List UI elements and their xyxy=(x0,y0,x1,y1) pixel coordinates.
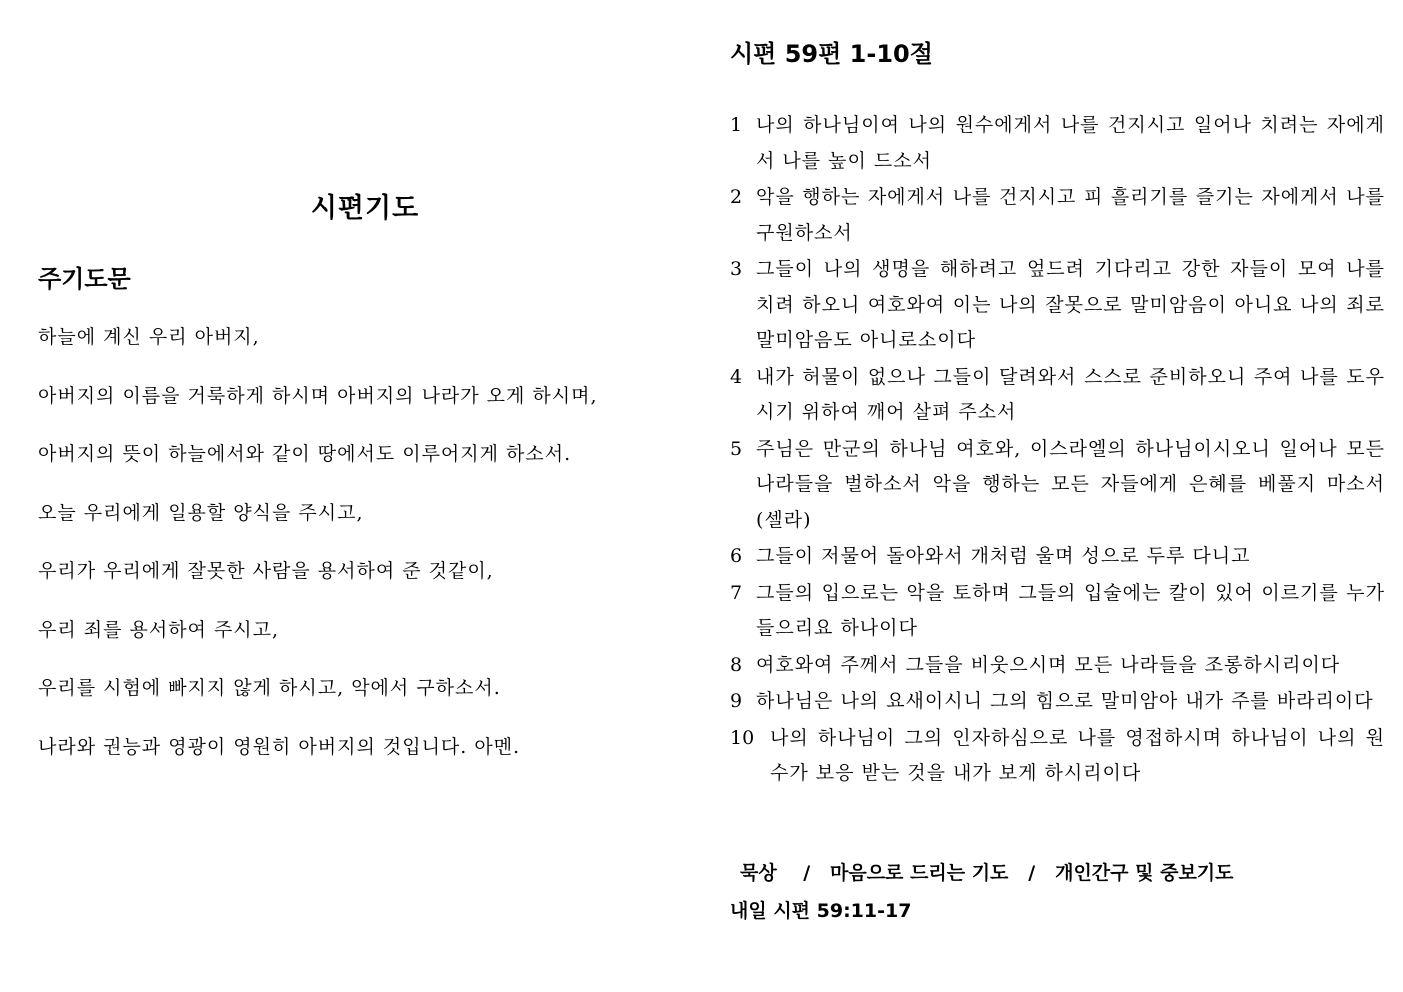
verse-list xyxy=(730,108,1385,793)
verse-item xyxy=(730,108,1385,179)
separator: / xyxy=(803,862,811,884)
verse-number: 1 xyxy=(730,114,743,136)
prayer-line: 아버지의 이름을 거룩하게 하시며 아버지의 나라가 오게 하시며, xyxy=(38,384,598,407)
prayer-line: 아버지의 뜻이 하늘에서와 같이 땅에서도 이루어지게 하소서. xyxy=(38,443,572,465)
verse-text: 그들이 나의 생명을 해하려고 엎드려 기다리고 강한 자들이 모여 나를 치려 하오니 여호와여 이는 나의 잘못으로 말미암음이 아니요 나의 죄로 말미암음도 아니로소이다 xyxy=(756,258,1385,351)
page-title: 시편기도 xyxy=(310,193,420,224)
verse-text: 그들이 저물어 돌아와서 개처럼 울며 성으로 두루 다니고 xyxy=(756,545,1251,567)
intercession-label: 개인간구 및 중보기도 xyxy=(1055,862,1234,884)
verse-text: 하나님은 나의 요새이시니 그의 힘으로 말미암아 내가 주를 바라리이다 xyxy=(756,690,1374,712)
verse-text: 주님은 만군의 하나님 여호와, 이스라엘의 하나님이시오니 일어나 모든 나라들을 벌하소서 악을 행하는 모든 자들에게 은혜를 베풀지 마소서 (셀라) xyxy=(756,437,1385,531)
verse-item xyxy=(730,252,1385,359)
prayer-line: 우리가 우리에게 잘못한 사람을 용서하여 준 것같이, xyxy=(38,560,494,582)
verse-item xyxy=(730,360,1385,431)
separator: / xyxy=(1028,862,1036,884)
verse-text: 나의 하나님이 그의 인자하심으로 나를 영접하시며 하나님이 나의 원수가 보응 받는 것을 내가 보게 하시리이다 xyxy=(770,726,1385,784)
prayer-line: 우리를 시험에 빠지지 않게 하시고, 악에서 구하소서. xyxy=(38,677,501,699)
verse-number: 10 xyxy=(730,726,755,749)
prayer-line: 오늘 우리에게 일용할 양식을 주시고, xyxy=(38,501,364,524)
verse-text: 나의 하나님이여 나의 원수에게서 나를 건지시고 일어나 치려는 자에게서 나를 높이 드소서 xyxy=(756,114,1385,172)
verse-number: 7 xyxy=(730,581,743,604)
lords-prayer-heading: 주기도문 xyxy=(38,265,131,293)
verse-item xyxy=(730,648,1385,684)
verse-text: 여호와여 주께서 그들을 비웃으시며 모든 나라들을 조롱하시리이다 xyxy=(756,653,1341,676)
verse-item xyxy=(730,576,1385,647)
verse-number: 5 xyxy=(730,437,743,460)
tomorrow-reading: 내일 시편 59:11-17 xyxy=(730,900,912,922)
meditation-label: 묵상 xyxy=(740,862,777,884)
left-page xyxy=(0,0,700,992)
verse-text: 내가 허물이 없으나 그들이 달려와서 스스로 준비하오니 주여 나를 도우시기 위하여 깨어 살펴 주소서 xyxy=(756,365,1385,423)
verse-text: 그들의 입으로는 악을 토하며 그들의 입술에는 칼이 있어 이르기를 누가 들으리요 하나이다 xyxy=(756,581,1385,639)
prayer-line: 나라와 권능과 영광이 영원히 아버지의 것입니다. 아멘. xyxy=(38,735,521,758)
verse-item xyxy=(730,539,1385,575)
right-page xyxy=(700,0,1403,992)
lords-prayer-text xyxy=(38,322,698,790)
verse-text: 악을 행하는 자에게서 나를 건지시고 피 흘리기를 즐기는 자에게서 나를 구원하소서 xyxy=(756,186,1385,244)
verse-number: 9 xyxy=(730,690,743,712)
verse-number: 3 xyxy=(730,258,743,280)
verse-item xyxy=(730,180,1385,251)
heart-prayer-label: 마음으로 드리는 기도 xyxy=(830,862,1009,884)
verse-number: 8 xyxy=(730,653,743,676)
verse-number: 2 xyxy=(730,186,743,208)
verse-item xyxy=(730,721,1385,792)
verse-item xyxy=(730,684,1385,720)
verse-number: 4 xyxy=(730,365,743,388)
prayer-line: 우리 죄를 용서하여 주시고, xyxy=(38,618,280,641)
prayer-steps xyxy=(740,858,1234,885)
verse-item xyxy=(730,432,1385,539)
prayer-line: 하늘에 계신 우리 아버지, xyxy=(38,326,260,348)
psalm-title: 시편 59편 1-10절 xyxy=(730,40,933,68)
verse-number: 6 xyxy=(730,545,743,567)
